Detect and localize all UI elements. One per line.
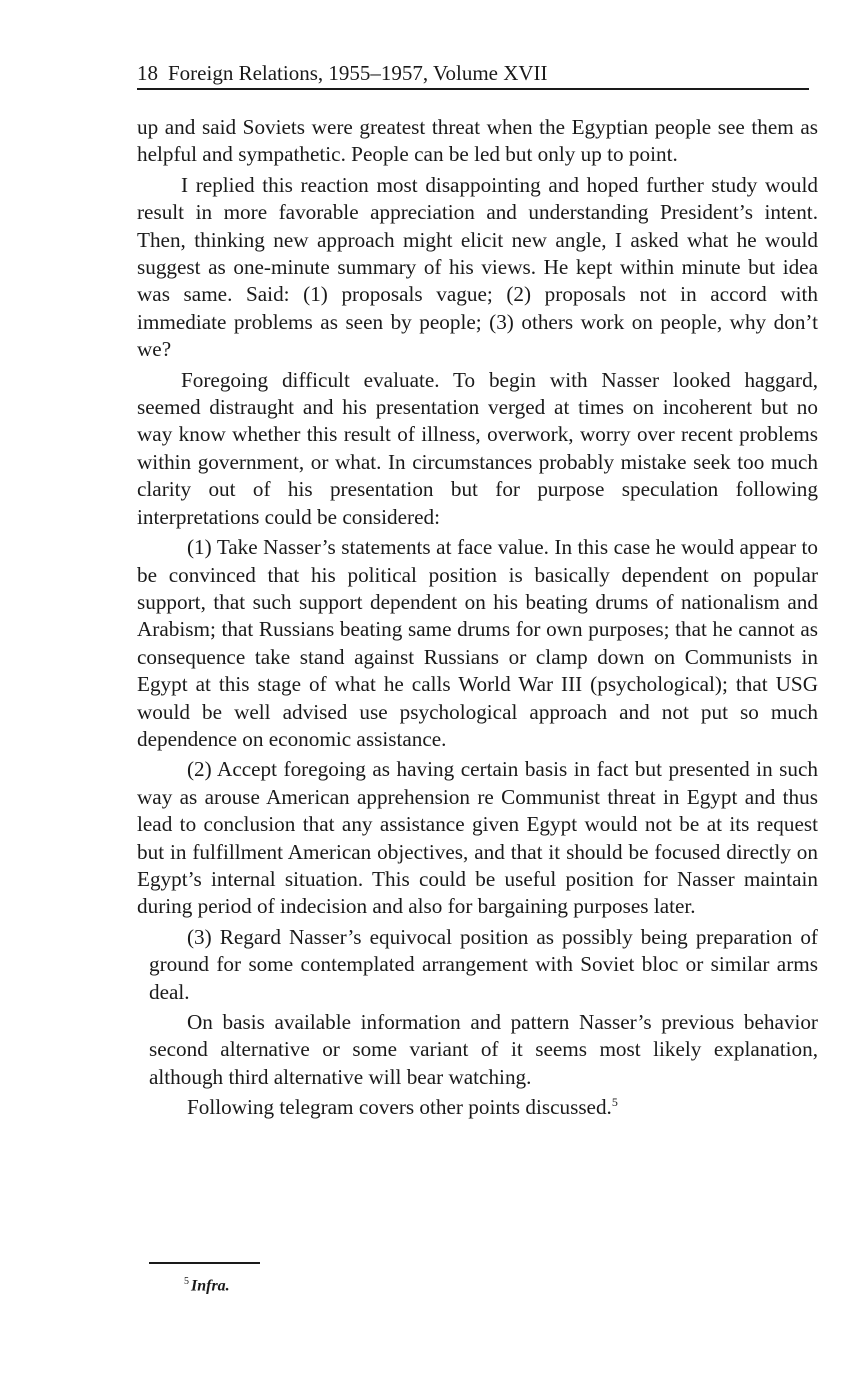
running-head [137,58,809,90]
body-text [137,114,818,1125]
paragraph-reply: I replied this reaction most disappointing and hoped further study would result in more favorable appreciation and understanding President’s intent. Then, thinking new approach might elicit new angle, I asked what he would suggest as one-minute summary of his views. He kept within minute but idea was same. Said: (1) proposals vague; (2) proposals not in accord with immediate problems as seen by people; (3) others work on people, why don’t we? [137,172,818,362]
paragraph-evaluation: Foregoing difficult evaluate. To begin with Nasser looked haggard, seemed distraught and his presentation verged at times on incoherent but no way know whether this result of illness, overwork, worry over recent problems within government, or what. In circumstances probably mistake seek too much clarity out of his presentation but for purpose speculation following interpretations could be considered: [137,367,818,529]
running-head-title: Foreign Relations, 1955–1957, Volume XVII [168,61,548,85]
footnote-number: 5 [184,1276,189,1287]
following-telegram-text: Following telegram covers other points discussed. [187,1095,612,1120]
footnote-text: Infra. [191,1277,230,1295]
paragraph-following-telegram [137,1094,818,1121]
paragraph-continued: up and said Soviets were greatest threat when the Egyptian people see them as helpful and sympathetic. People can be led but only up to point. [137,115,818,167]
footnote [184,1272,230,1296]
footnote-reference: 5 [611,1095,618,1110]
footnote-divider [149,1262,260,1264]
paragraph-interpretation-2: (2) Accept foregoing as having certain basis in fact but presented in such way as arouse American apprehension re Communist threat in Egypt and thus lead to conclusion that any assistance given Egypt would not be at its request but in fulfillment American objectives, and that it should be focused directly on Egypt’s internal situation. This could be useful position for Nasser maintain during period of indecision and also for bargaining purposes later. [137,757,818,919]
paragraph-conclusion: On basis available information and pattern Nasser’s previous behavior second alternative or some variant of it seems most likely explanation, although third alternative will bear watching. [149,1010,818,1089]
paragraph-interpretation-3: (3) Regard Nasser’s equivocal position as possibly being preparation of ground for some contemplated arrangement with Soviet bloc or similar arms deal. [149,924,818,1004]
page-number: 18 [137,61,158,85]
paragraph-interpretation-1: (1) Take Nasser’s statements at face value. In this case he would appear to be convinced that his political position is basically dependent on popular support, that such support dependent on his beating drums of nationalism and Arabism; that Russians beating same drums for own purposes; that he cannot as consequence take stand against Russians or clamp down on Communists in Egypt at this stage of what he calls World War III (psychological); that USG would be well advised use psychological approach and not put so much dependence on economic assistance. [137,535,818,751]
